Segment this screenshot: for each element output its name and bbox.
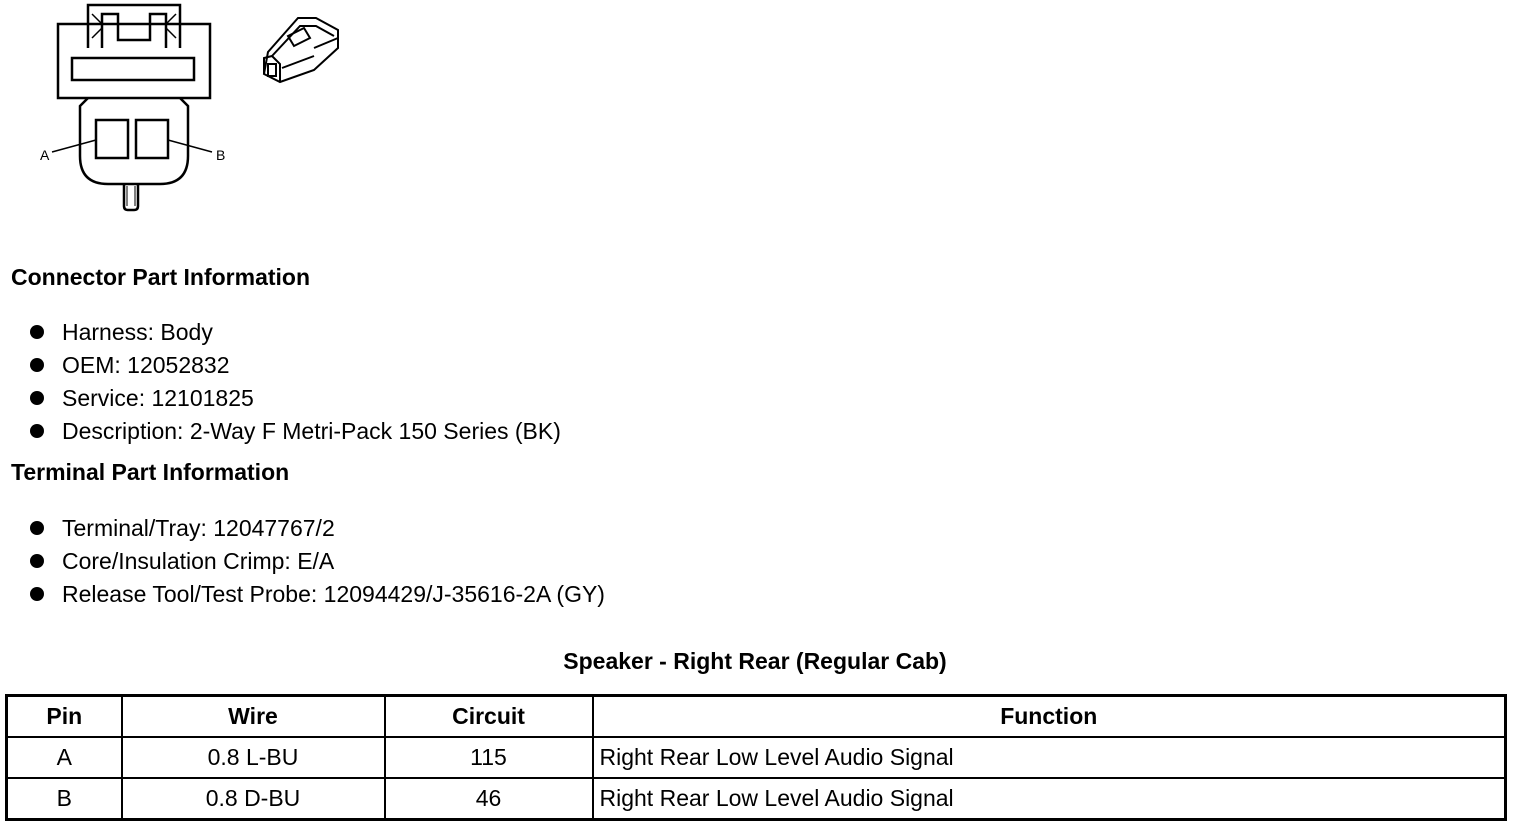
column-header-wire: Wire	[122, 696, 385, 738]
pin-cell: B	[7, 778, 122, 820]
bullet-icon	[30, 554, 44, 568]
circuit-cell: 46	[385, 778, 593, 820]
pin-a-label: A	[40, 147, 50, 163]
pinout-table	[5, 694, 1507, 821]
connector-part-heading: Connector Part Information	[11, 264, 311, 290]
table-header-row	[7, 696, 1506, 738]
function-cell: Right Rear Low Level Audio Signal	[593, 737, 1506, 778]
table-row	[7, 737, 1506, 778]
connector-part-list	[30, 316, 561, 448]
list-item: OEM: 12052832	[30, 349, 561, 382]
terminal-part-list	[30, 512, 605, 611]
pin-cell: A	[7, 737, 122, 778]
bullet-icon	[30, 521, 44, 535]
bullet-icon	[30, 424, 44, 438]
column-header-pin: Pin	[7, 696, 122, 738]
function-cell: Right Rear Low Level Audio Signal	[593, 778, 1506, 820]
bullet-icon	[30, 325, 44, 339]
connector-isometric-sketch	[258, 8, 348, 88]
column-header-circuit: Circuit	[385, 696, 593, 738]
bullet-icon	[30, 587, 44, 601]
wire-cell: 0.8 L-BU	[122, 737, 385, 778]
list-item: Description: 2-Way F Metri-Pack 150 Series (BK)	[30, 415, 561, 448]
table-row	[7, 778, 1506, 820]
list-item: Terminal/Tray: 12047767/2	[30, 512, 605, 545]
list-item: Harness: Body	[30, 316, 561, 349]
pin-b-label: B	[216, 147, 226, 163]
connector-face-diagram	[30, 0, 240, 215]
terminal-part-heading: Terminal Part Information	[11, 459, 290, 485]
bullet-icon	[30, 358, 44, 372]
list-item: Service: 12101825	[30, 382, 561, 415]
wire-cell: 0.8 D-BU	[122, 778, 385, 820]
circuit-cell: 115	[385, 737, 593, 778]
list-item: Core/Insulation Crimp: E/A	[30, 545, 605, 578]
list-item: Release Tool/Test Probe: 12094429/J-35616-2A (GY)	[30, 578, 605, 611]
table-title: Speaker - Right Rear (Regular Cab)	[563, 648, 947, 674]
bullet-icon	[30, 391, 44, 405]
column-header-function: Function	[593, 696, 1506, 738]
